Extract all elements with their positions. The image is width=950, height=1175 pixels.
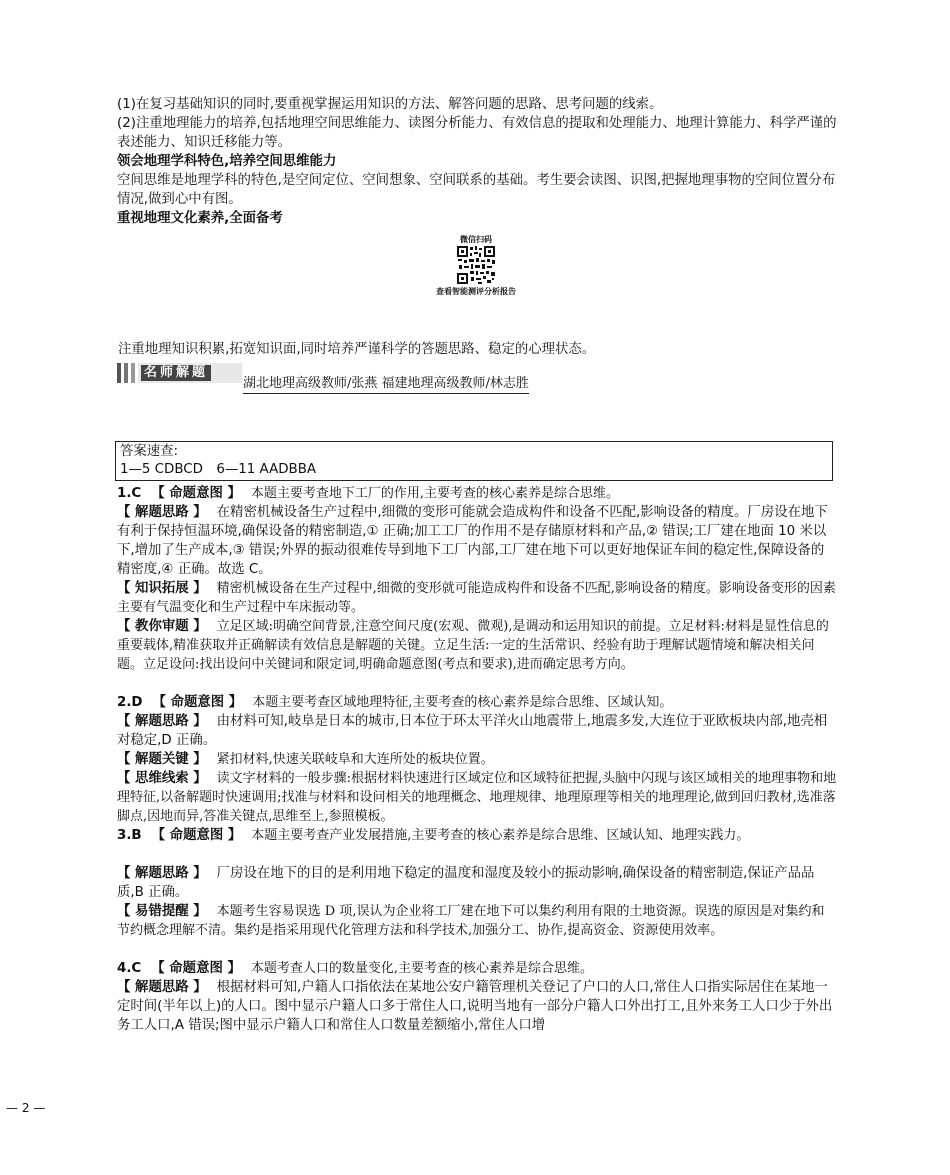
- qr-caption-top: 微信扫码: [460, 234, 492, 244]
- item-text: 本题主要考查地下工厂的作用,主要考查的核心素养是综合思维。: [250, 486, 620, 501]
- item-text: 在精密机械设备生产过程中,细微的变形可能就会造成构件和设备不匹配,影响设备的精度。厂房设在地下有利于保持恒温环境,确保设备的精密制造,① 正确;加工工厂的作用不是存储原材料和产品,② 错误;工厂建在地面 10 米以下,增加了生产成本,③ 错误;外界的振动很难传导到地下工厂内部,工厂建在地下可以更好地保证车间的稳定性,保障设备的精密度,④ 正确。故选 C。: [117, 505, 828, 577]
- item-text: 本题考查人口的数量变化,主要考查的核心素养是综合思维。: [250, 961, 594, 976]
- item-2-approach: [117, 712, 837, 750]
- item-tag: 【 命题意图 】: [151, 828, 242, 843]
- intro-paragraph-1: (1)在复习基础知识的同时,要重视掌握运用知识的方法、解答问题的思路、思考问题的线索。: [117, 97, 663, 112]
- item-3-mistake: [117, 902, 837, 940]
- summary-line: 注重地理知识积累,拓宽知识面,同时培养严谨科学的答题思路、稳定的心理状态。: [118, 342, 596, 357]
- item-number: 4.C: [117, 961, 142, 976]
- item-2-intent: [117, 693, 837, 712]
- item-tag: 【 命题意图 】: [151, 961, 241, 976]
- item-1-approach: [117, 503, 837, 579]
- answer-line: 1—5 CDBCD 6—11 AADBBA: [120, 462, 317, 477]
- answer-title: 答案速查:: [120, 444, 179, 459]
- page-number: — 2 —: [6, 1101, 46, 1115]
- item-text: 立足区域:明确空间背景,注意空间尺度(宏观、微观),是调动和运用知识的前提。立足材料:材料是显性信息的重要载体,精准获取并正确解读有效信息是解题的关键。立足生活:一定的生活常识、经验有助于理解试题情境和解决相关问题。立足设问:找出设问中关键词和限定词,明确命题意图(考点和要求),进而确定思考方向。: [117, 619, 829, 672]
- item-text: 厂房设在地下的目的是利用地下稳定的温度和湿度及较小的振动影响,确保设备的精密制造,保证产品品质,B 正确。: [117, 866, 815, 900]
- item-text: 本题主要考查产业发展措施,主要考查的核心素养是综合思维、区域认知、地理实践力。: [251, 828, 750, 843]
- item-text: 本题考生容易误选 D 项,误认为企业将工厂建在地下可以集约利用有限的土地资源。误选的原因是对集约和节约概念理解不清。集约是指采用现代化管理方法和科学技术,加强分工、协作,提高资金、资源使用效率。: [117, 904, 825, 938]
- item-tag: 【 命题意图 】: [152, 695, 243, 710]
- item-tag: 【 教你审题 】: [117, 619, 207, 634]
- item-tag: 【 易错提醒 】: [117, 904, 207, 919]
- item-2-clues: [117, 769, 837, 826]
- item-text: 精密机械设备在生产过程中,细微的变形就可能造成构件和设备不匹配,影响设备的精度。影响设备变形的因素主要有气温变化和生产过程中车床振动等。: [117, 581, 836, 615]
- teacher-credits: 湖北地理高级教师/张燕 福建地理高级教师/林志胜: [243, 376, 529, 394]
- item-1-extension: [117, 579, 837, 617]
- item-3-approach: [117, 864, 837, 902]
- item-number: 3.B: [117, 828, 142, 843]
- answer-quick-check: [115, 441, 833, 481]
- item-3-intent: [117, 826, 837, 845]
- qr-code-icon[interactable]: [456, 245, 496, 285]
- qr-block: [420, 234, 532, 296]
- qr-caption-bottom: 查看智能测评分析报告: [436, 286, 516, 296]
- section-heading-spatial: 领会地理学科特色,培养空间思维能力: [117, 154, 337, 169]
- item-text: 由材料可知,岐阜是日本的城市,日本位于环太平洋火山地震带上,地震多发,大连位于亚欧板块内部,地壳相对稳定,D 正确。: [117, 714, 828, 748]
- item-2-key: [117, 750, 837, 769]
- item-tag: 【 知识拓展 】: [117, 581, 207, 596]
- item-text: 本题主要考查区域地理特征,主要考查的核心素养是综合思维、区域认知。: [252, 695, 673, 710]
- item-number: 1.C: [117, 486, 142, 501]
- item-tag: 【 解题关键 】: [117, 752, 207, 767]
- item-text: 读文字材料的一般步骤:根据材料快速进行区域定位和区域特征把握,头脑中闪现与该区域相关的地理事物和地理特征,以备解题时快速调用;找准与材料和设问相关的地理概念、地理规律、地理原理等相关的地理理论,做到回归教材,选准落脚点,因地而异,答准关键点,思维至上,参照模板。: [117, 771, 837, 824]
- item-1-intent: [117, 484, 837, 503]
- item-text: 紧扣材料,快速关联岐阜和大连所处的板块位置。: [216, 752, 494, 767]
- item-tag: 【 解题思路 】: [117, 980, 207, 995]
- intro-paragraph-3: 空间思维是地理学科的特色,是空间定位、空间想象、空间联系的基础。考生要会读图、识图,把握地理事物的空间位置分布情况,做到心中有图。: [117, 173, 836, 207]
- item-number: 2.D: [117, 695, 143, 710]
- intro-paragraph-2: (2)注重地理能力的培养,包括地理空间思维能力、读图分析能力、有效信息的提取和处理能力、地理计算能力、科学严谨的表述能力、知识迁移能力等。: [117, 116, 837, 150]
- item-4-intent: [117, 959, 837, 978]
- banner-label: 名师解题: [143, 365, 208, 380]
- item-4-approach: [117, 978, 837, 1035]
- item-text: 根据材料可知,户籍人口指依法在某地公安户籍管理机关登记了户口的人口,常住人口指实际居住在某地一定时间(半年以上)的人口。图中显示户籍人口多于常住人口,说明当地有一部分户籍人口外出打工,且外来务工人口少于外出务工人口,A 错误;图中显示户籍人口和常住人口数量差额缩小,常住人口增: [117, 980, 833, 1033]
- item-tag: 【 命题意图 】: [151, 486, 241, 501]
- item-tag: 【 解题思路 】: [117, 505, 207, 520]
- item-tag: 【 思维线索 】: [117, 771, 207, 786]
- item-tag: 【 解题思路 】: [117, 866, 207, 881]
- section-heading-culture: 重视地理文化素养,全面备考: [117, 211, 283, 226]
- item-1-reading: [117, 617, 837, 674]
- item-tag: 【 解题思路 】: [117, 714, 207, 729]
